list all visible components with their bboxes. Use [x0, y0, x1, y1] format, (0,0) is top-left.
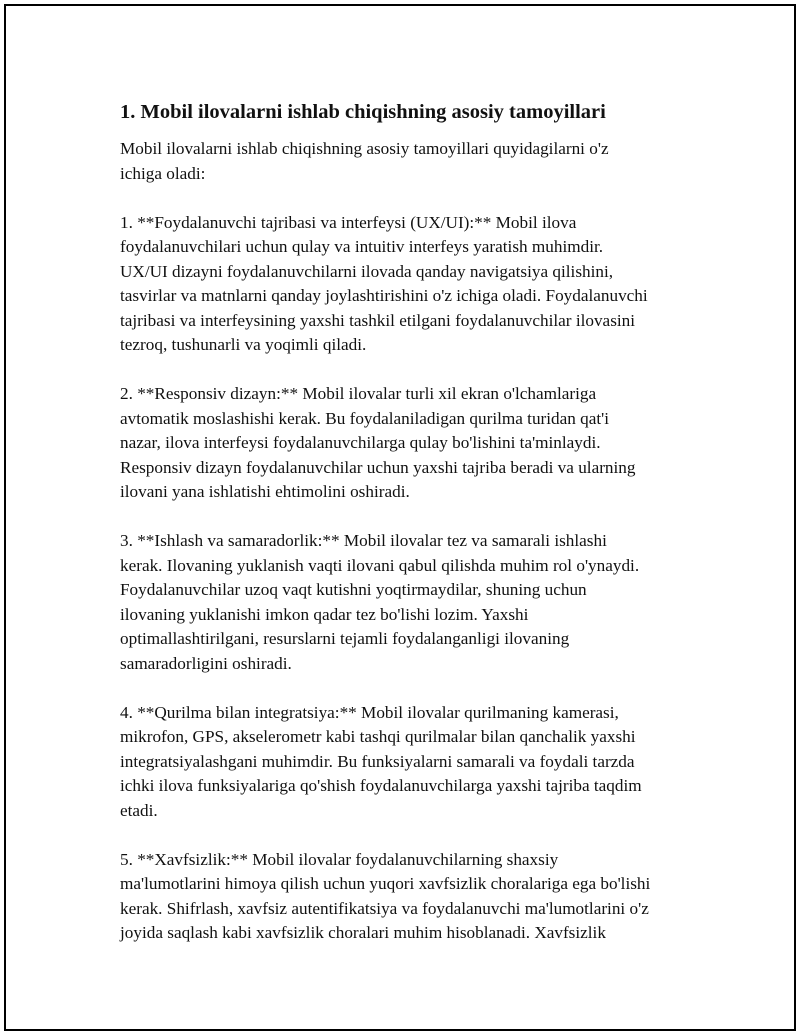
paragraph-line: 1. **Foydalanuvchi tajribasi va interfeysi (UX/UI):** Mobil ilova: [120, 212, 577, 232]
paragraph-line: ilovani yana ishlatishi ehtimolini oshiradi.: [120, 482, 410, 501]
paragraph-line: Foydalanuvchilar uzoq vaqt kutishni yoqtirmaydilar, shuning uchun: [120, 580, 587, 599]
paragraph-line: tasvirlar va matnlarni qanday joylashtirishini o'z ichiga oladi. Foydalanuvchi: [120, 286, 648, 305]
paragraph-line: 4. **Qurilma bilan integratsiya:** Mobil ilovalar qurilmaning kamerasi,: [120, 702, 619, 722]
paragraph: [120, 701, 710, 824]
paragraph-line: optimallashtirilgani, resurslarni tejamli foydalanganligi ilovaning: [120, 629, 570, 648]
paragraph-line: foydalanuvchilari uchun qulay va intuitiv interfeys yaratish muhimdir.: [120, 237, 604, 256]
paragraph: [120, 137, 710, 186]
paragraph-spacer: [120, 676, 710, 701]
document-page: [4, 4, 796, 1031]
paragraph-line: tajribasi va interfeysining yaxshi tashkil etilgani foydalanuvchilar ilovasini: [120, 310, 636, 330]
paragraph-line: avtomatik moslashishi kerak. Bu foydalaniladigan qurilma turidan qat'i: [120, 408, 610, 428]
paragraph-line: samaradorligini oshiradi.: [120, 653, 292, 673]
paragraph-line: nazar, ilova interfeysi foydalanuvchilarga qulay bo'lishini ta'minlaydi.: [120, 433, 601, 452]
paragraph-line: Mobil ilovalarni ishlab chiqishning asosiy tamoyillari quyidagilarni o'z: [120, 139, 609, 158]
paragraph: [120, 382, 710, 505]
paragraph-line: Responsiv dizayn foydalanuvchilar uchun yaxshi tajriba beradi va ularning: [120, 457, 636, 477]
paragraph: [120, 848, 710, 946]
paragraph-spacer: [120, 505, 710, 530]
paragraph-line: 5. **Xavfsizlik:** Mobil ilovalar foydalanuvchilarning shaxsiy: [120, 849, 559, 869]
paragraph-line: 2. **Responsiv dizayn:** Mobil ilovalar turli xil ekran o'lchamlariga: [120, 384, 597, 403]
paragraph: [120, 211, 710, 358]
paragraph-list: [120, 137, 710, 946]
paragraph: [120, 529, 710, 676]
document-body: [120, 98, 710, 946]
paragraph-line: ichki ilova funksiyalariga qo'shish foydalanuvchilarga yaxshi tajriba taqdim: [120, 776, 642, 795]
paragraph-line: tezroq, tushunarli va yoqimli qiladi.: [120, 335, 367, 354]
paragraph-line: ma'lumotlarini himoya qilish uchun yuqori xavfsizlik choralariga ega bo'lishi: [120, 874, 651, 893]
paragraph-line: integratsiyalashgani muhimdir. Bu funksiyalarni samarali va foydali tarzda: [120, 751, 635, 771]
paragraph-spacer: [120, 358, 710, 383]
paragraph-line: ilovaning yuklanishi imkon qadar tez bo'lishi lozim. Yaxshi: [120, 604, 529, 624]
paragraph-line: ichiga oladi:: [120, 163, 206, 183]
paragraph-line: kerak. Ilovaning yuklanish vaqti ilovani qabul qilishda muhim rol o'ynaydi.: [120, 555, 640, 575]
paragraph-line: 3. **Ishlash va samaradorlik:** Mobil ilovalar tez va samarali ishlashi: [120, 531, 607, 550]
paragraph-line: mikrofon, GPS, akselerometr kabi tashqi qurilmalar bilan qanchalik yaxshi: [120, 727, 636, 746]
paragraph-line: joyida saqlash kabi xavfsizlik choralari muhim hisoblanadi. Xavfsizlik: [120, 923, 606, 942]
paragraph-line: UX/UI dizayni foydalanuvchilarni ilovada qanday navigatsiya qilishini,: [120, 261, 614, 281]
paragraph-line: etadi.: [120, 800, 158, 820]
document-title: 1. Mobil ilovalarni ishlab chiqishning asosiy tamoyillari: [120, 101, 606, 123]
paragraph-spacer: [120, 186, 710, 211]
paragraph-line: kerak. Shifrlash, xavfsiz autentifikatsiya va foydalanuvchi ma'lumotlarini o'z: [120, 898, 649, 918]
paragraph-spacer: [120, 823, 710, 848]
